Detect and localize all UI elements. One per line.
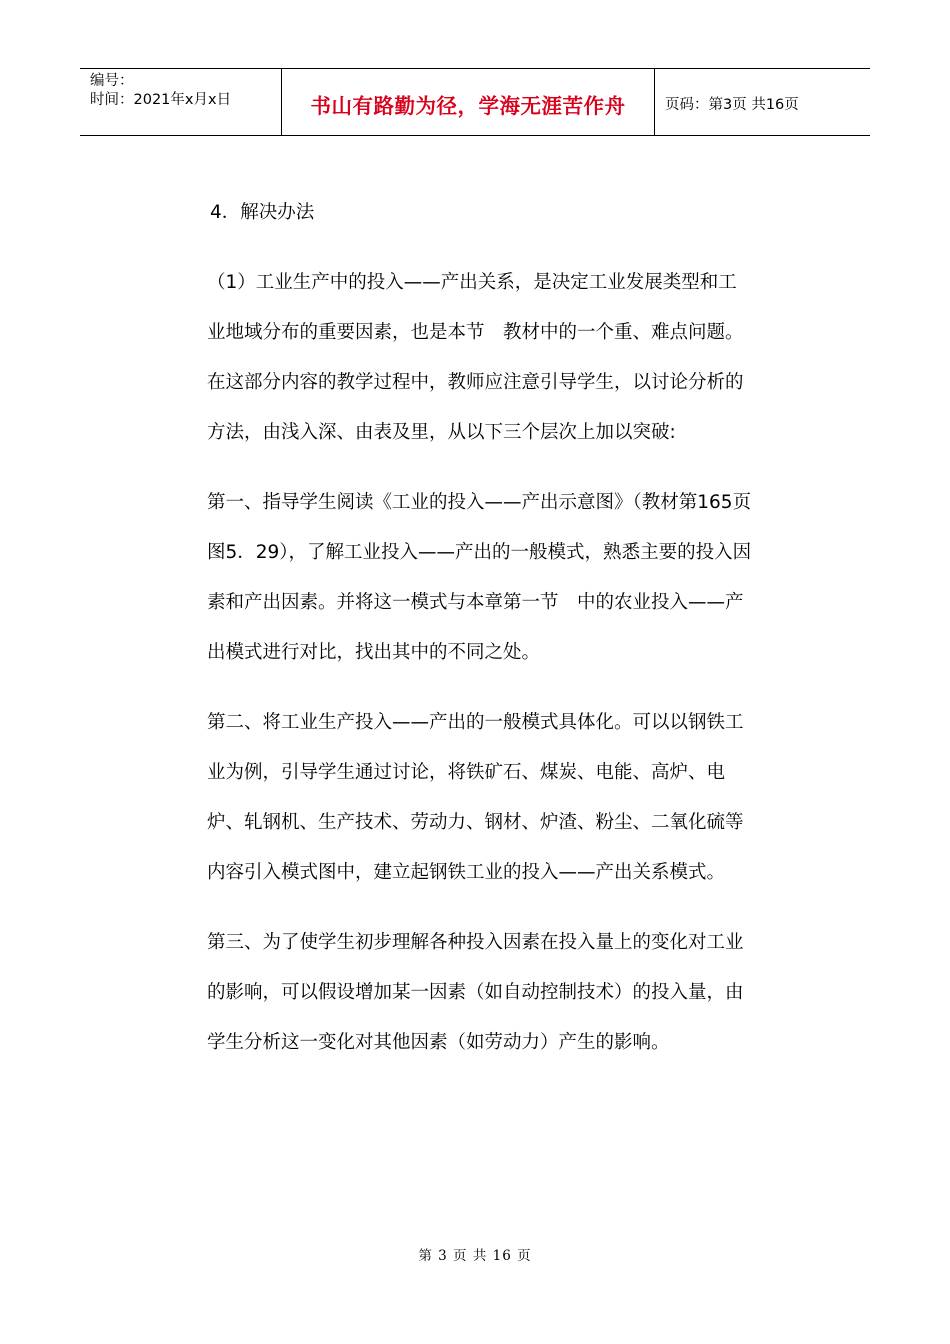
header-page-cell (655, 69, 870, 135)
header-page-info: 页码：第3页 共16页 (665, 96, 799, 113)
section-heading: 4．解决办法 (210, 202, 315, 223)
paragraph-3: 第二、将工业生产投入——产出的一般模式具体化。可以以钢铁工业为例，引导学生通过讨论，将铁矿石、煤炭、电能、高炉、电炉、轧钢机、生产技术、劳动力、钢材、炉渣、粉尘、二氧化硫等内容引入模式图中，建立起钢铁工业的投入——产出关系模式。 (207, 712, 744, 883)
page-footer (0, 1244, 950, 1264)
header-motto-cell (282, 69, 655, 135)
document-body (207, 188, 752, 1088)
footer-page-number: 第 3 页 共 16 页 (418, 1248, 532, 1264)
motto-text: 书山有路勤为径，学海无涯苦作舟 (310, 94, 626, 118)
paragraph-4: 第三、为了使学生初步理解各种投入因素在投入量上的变化对工业的影响，可以假设增加某一因素（如自动控制技术）的投入量，由学生分析这一变化对其他因素（如劳动力）产生的影响。 (207, 932, 744, 1053)
paragraph-2: 第一、指导学生阅读《工业的投入——产出示意图》（教材第165页图5．29），了解工业投入——产出的一般模式，熟悉主要的投入因素和产出因素。并将这一模式与本章第一节 中的农业投入——产出模式进行对比，找出其中的不同之处。 (207, 492, 752, 663)
date-label: 时间：2021年x月x日 (90, 92, 232, 108)
document-header (80, 68, 870, 136)
serial-number-label: 编号： (90, 73, 134, 89)
header-meta-cell (80, 69, 282, 135)
paragraph-1: （1）工业生产中的投入——产出关系，是决定工业发展类型和工业地域分布的重要因素，也是本节 教材中的一个重、难点问题。在这部分内容的教学过程中，教师应注意引导学生，以讨论分析的方法，由浅入深、由表及里，从以下三个层次上加以突破: (207, 272, 744, 443)
